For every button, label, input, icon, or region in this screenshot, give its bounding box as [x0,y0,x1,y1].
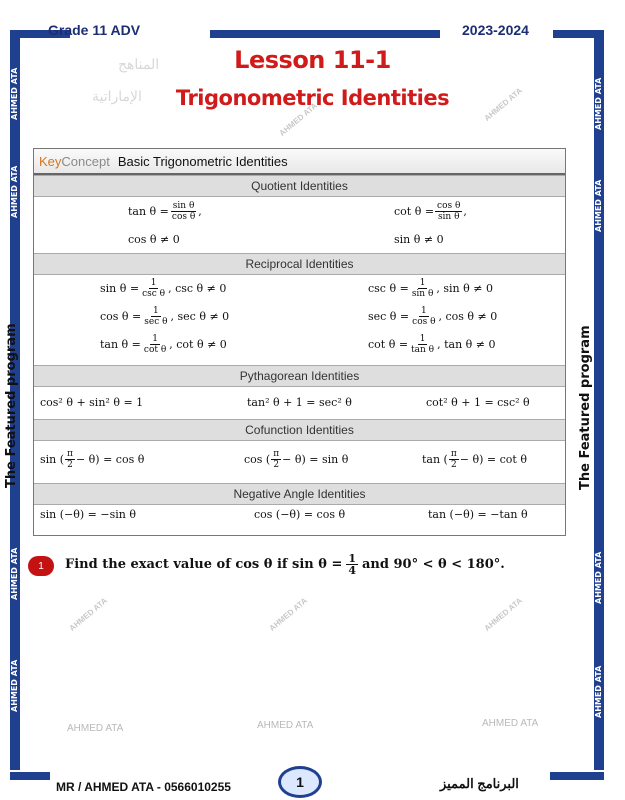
frame-bar-bottom-left [10,772,50,780]
reciprocal-sin-lhs: sin θ = [100,282,140,295]
cofunction-cos-pre: cos ( [244,453,271,466]
reciprocal-sec-tail: , cos θ ≠ 0 [438,310,498,323]
reciprocal-cos-den: sec θ [144,317,168,327]
side-name-left-3: AHMED ATA [10,547,19,600]
reciprocal-cos-num: 1 [153,306,159,316]
quotient-cot [394,201,467,222]
section-pythagorean-heading: Pythagorean Identities [34,365,565,387]
reciprocal-tan-den: cot θ [143,345,167,355]
reciprocal-row [34,275,565,365]
frame-bar-bottom-right [550,772,604,780]
grade-label: Grade 11 ADV [48,22,141,38]
side-program-right: The Featured program [578,325,593,490]
question-text [65,553,505,576]
quotient-cot-den: sin θ [437,212,460,222]
cofunction-tan-num: π [450,449,457,459]
section-cofunction-heading: Cofunction Identities [34,419,565,441]
reciprocal-sec-lhs: sec θ = [368,310,410,323]
cofunction-tan [422,449,527,470]
reciprocal-sin-tail: , csc θ ≠ 0 [168,282,227,295]
reciprocal-sin-num: 1 [150,278,157,288]
quotient-tan-den: cos θ [171,212,196,222]
reciprocal-tan-tail: , cot θ ≠ 0 [169,338,227,351]
pythagorean-identity-1: cos² θ + sin² θ = 1 [40,396,144,409]
quotient-tan-condition: cos θ ≠ 0 [128,233,180,246]
question-text-post: and 90° < θ < 180°. [362,557,505,572]
cofunction-cos-num: π [273,449,280,459]
cofunction-cos [244,449,348,470]
cofunction-tan-post: − θ) = cot θ [459,453,527,466]
cofunction-sin-fraction [65,449,75,470]
cofunction-tan-fraction [449,449,459,470]
cofunction-sin-num: π [67,449,73,459]
frame-bar-top-mid [210,30,440,38]
key-concept-concept: Concept [61,153,110,169]
negative-tan: tan (−θ) = −tan θ [428,508,528,521]
cofunction-cos-den: 2 [273,460,280,470]
key-concept-key: Key [39,153,62,169]
lesson-number: Lesson 11-1 [234,46,391,74]
reciprocal-csc-fraction [410,278,436,299]
reciprocal-sec-fraction [410,306,437,327]
reciprocal-sin-den: csc θ [142,289,166,299]
key-concept-title: Basic Trigonometric Identities [117,153,288,169]
quotient-row [34,197,565,253]
reciprocal-cos-fraction [142,306,169,327]
reciprocal-cot [368,334,496,355]
watermark-footer-1: AHMED ATA [67,723,124,734]
negative-cos: cos (−θ) = cos θ [254,508,346,521]
cofunction-tan-den: 2 [450,460,457,470]
watermark-arabic-2: الإماراتية [92,88,142,104]
quotient-cot-tail: , [463,205,467,218]
reciprocal-sec [368,306,497,327]
section-reciprocal-heading: Reciprocal Identities [34,253,565,275]
cofunction-tan-pre: tan ( [422,453,448,466]
lesson-title: Trigonometric Identities [175,86,450,110]
side-program-left: The Featured program [4,323,19,488]
cofunction-row [34,441,565,483]
question-fraction [346,553,358,576]
cofunction-cos-fraction [271,449,281,470]
cofunction-cos-post: − θ) = sin θ [282,453,349,466]
quotient-cot-lhs: cot θ = [394,205,435,218]
section-negative-heading: Negative Angle Identities [34,483,565,505]
negative-sin: sin (−θ) = −sin θ [40,508,136,521]
side-name-left-2: AHMED ATA [10,165,19,218]
side-name-right-4: AHMED ATA [594,665,603,718]
key-concept-box [33,148,566,536]
quotient-tan-num: sin θ [172,201,195,211]
quotient-cot-condition: sin θ ≠ 0 [394,233,444,246]
pythagorean-row [34,387,565,419]
section-quotient-heading: Quotient Identities [34,175,565,197]
reciprocal-cos [100,306,229,327]
reciprocal-sin [100,278,226,299]
quotient-cot-num: cos θ [437,201,461,211]
cofunction-sin-pre: sin ( [40,453,65,466]
question-text-pre: Find the exact value of cos θ if sin θ = [65,557,343,572]
reciprocal-tan-fraction [142,334,168,355]
side-name-left-1: AHMED ATA [10,67,19,120]
negative-row [34,505,565,525]
reciprocal-csc-lhs: csc θ = [368,282,409,295]
year-label: 2023-2024 [462,22,529,38]
reciprocal-tan-num: 1 [152,334,158,344]
pythagorean-identity-2: tan² θ + 1 = sec² θ [247,396,352,409]
reciprocal-tan [100,334,227,355]
side-name-right-3: AHMED ATA [594,551,603,604]
key-concept-header [34,149,565,175]
pythagorean-identity-3: cot² θ + 1 = csc² θ [426,396,530,409]
watermark-stamp-2: AHMED ATA [277,101,319,138]
reciprocal-csc-tail: , sin θ ≠ 0 [436,282,493,295]
reciprocal-cos-lhs: cos θ = [100,310,142,323]
reciprocal-cot-num: 1 [419,334,426,344]
reciprocal-cot-fraction [409,334,436,355]
cofunction-sin-post: − θ) = cos θ [75,453,145,466]
reciprocal-sin-fraction [140,278,167,299]
reciprocal-cot-tail: , tan θ ≠ 0 [437,338,496,351]
quotient-tan [128,201,202,222]
question-fraction-den: 4 [348,564,356,577]
footer-teacher: MR / AHMED ATA - 0566010255 [56,780,231,794]
reciprocal-csc [368,278,493,299]
watermark-stamp-1: AHMED ATA [482,86,524,123]
side-name-right-1: AHMED ATA [594,77,603,130]
watermark-stamp-3: AHMED ATA [67,596,109,633]
reciprocal-csc-den: sin θ [411,289,434,299]
watermark-footer-3: AHMED ATA [482,718,539,729]
watermark-footer-2: AHMED ATA [257,720,314,731]
watermark-stamp-4: AHMED ATA [267,596,309,633]
reciprocal-cos-tail: , sec θ ≠ 0 [170,310,230,323]
reciprocal-cot-lhs: cot θ = [368,338,409,351]
watermark-stamp-5: AHMED ATA [482,596,524,633]
cofunction-sin-den: 2 [67,460,73,470]
reciprocal-sec-den: cos θ [412,317,436,327]
reciprocal-cot-den: tan θ [411,345,435,355]
watermark-arabic-1: المناهج [118,56,160,72]
quotient-tan-tail: , [198,205,202,218]
footer-program-arabic: البرنامج المميز [440,776,519,791]
cofunction-sin [40,449,144,470]
frame-bar-right [594,30,604,770]
side-name-left-4: AHMED ATA [10,659,19,712]
question-number-badge: 1 [28,556,54,576]
quotient-tan-lhs: tan θ = [128,205,169,218]
page-number: 1 [278,766,322,798]
quotient-cot-fraction [435,201,462,222]
question-fraction-num: 1 [348,552,356,565]
quotient-tan-fraction [170,201,197,222]
reciprocal-csc-num: 1 [419,278,426,288]
side-name-right-2: AHMED ATA [594,179,603,232]
reciprocal-sec-num: 1 [420,306,427,316]
reciprocal-tan-lhs: tan θ = [100,338,141,351]
